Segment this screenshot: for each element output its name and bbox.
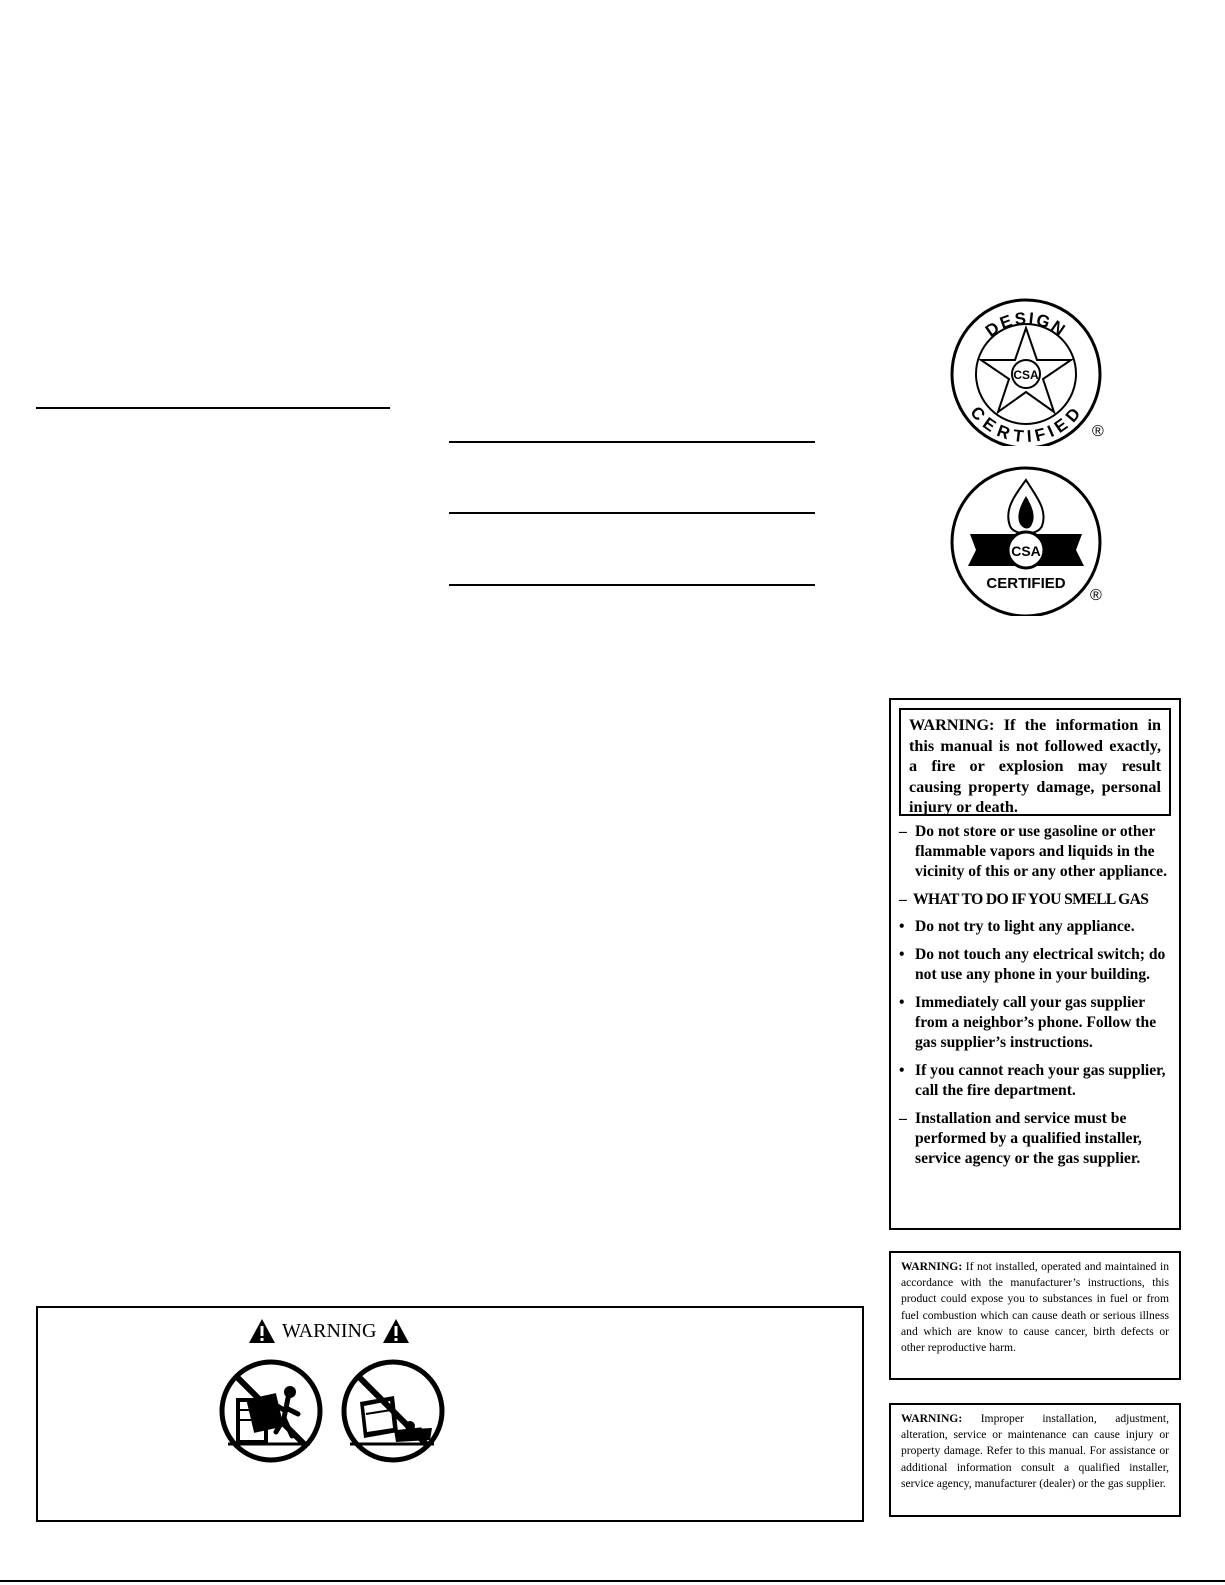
divider-rule <box>36 407 390 409</box>
exposure-warning-box <box>889 1251 1181 1380</box>
list-item: – Installation and service must be performed by a qualified installer, service agency or the gas supplier. <box>899 1109 1142 1168</box>
warning-triangle-icon <box>248 1318 276 1344</box>
gas-warning-box <box>889 698 1181 1230</box>
warning-label: WARNING: <box>901 1260 963 1273</box>
svg-text:®: ® <box>1092 423 1104 440</box>
svg-text:CERTIFIED: CERTIFIED <box>986 575 1066 592</box>
divider-rule <box>449 512 815 514</box>
warning-triangle-icon <box>382 1318 410 1344</box>
warning-text: If not installed, operated and maintained in accordance with the manufacturer’s instructions, this product could expose you to substances in fuel or from fuel combustion which can cause death or serious illness and which are know to cause cancer, birth defects or other reproductive harm. <box>901 1260 1169 1355</box>
svg-text:®: ® <box>1090 587 1102 604</box>
list-item: – WHAT TO DO IF YOU SMELL GAS <box>899 891 1149 909</box>
svg-text:CERTIFIED: CERTIFIED <box>966 402 1086 446</box>
warning-text: Improper installation, adjustment, alteration, service or maintenance can cause injury or property damage. Refer to this manual. For assistance or additional information consult a qualified installer, service agency, manufacturer (dealer) or the gas supplier. <box>901 1412 1169 1490</box>
svg-text:CSA: CSA <box>1011 543 1041 559</box>
footer-rule <box>0 1580 1225 1582</box>
tip-over-child-climbing-icon <box>218 1358 324 1464</box>
tip-over-warning-title: WARNING <box>248 1318 410 1344</box>
divider-rule <box>449 584 815 586</box>
list-item: • Do not touch any electrical switch; do not use any phone in your building. <box>899 946 1166 984</box>
gas-safety-list <box>899 822 1175 1177</box>
design-certified-seal <box>944 296 1104 446</box>
divider-rule <box>449 441 815 443</box>
list-item: – Do not store or use gasoline or other flammable vapors and liquids in the vicinity of this or any other appliance. <box>899 823 1167 881</box>
svg-text:DESIGN: DESIGN <box>981 308 1071 341</box>
list-item: • If you cannot reach your gas supplier, call the fire department. <box>899 1062 1166 1100</box>
svg-text:CSA: CSA <box>1013 368 1039 382</box>
installation-warning-box <box>889 1403 1181 1517</box>
list-item: • Do not try to light any appliance. <box>899 918 1135 936</box>
fire-explosion-warning: WARNING: If the information in this manual is not followed exactly, a fire or explosion may result causing property damage, personal injury or death. <box>899 708 1171 816</box>
warning-label: WARNING: <box>901 1412 963 1425</box>
list-item: • Immediately call your gas supplier from a neighbor’s phone. Follow the gas supplier’s instructions. <box>899 993 1157 1052</box>
tip-over-door-weight-icon <box>340 1358 446 1464</box>
flame-certified-seal <box>944 466 1104 616</box>
tip-over-warning-box <box>36 1306 864 1522</box>
